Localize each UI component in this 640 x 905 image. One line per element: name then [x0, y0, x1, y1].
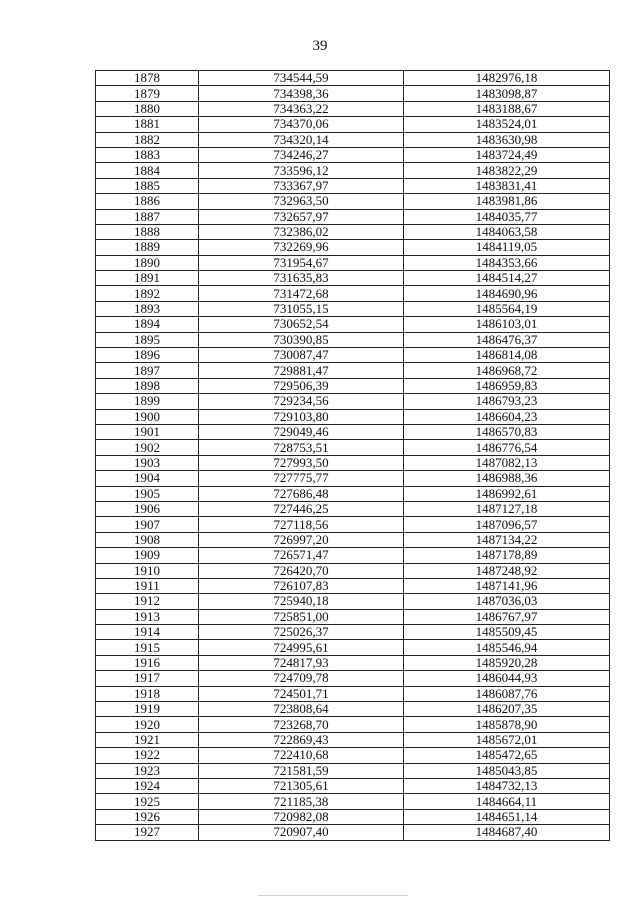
table-row [96, 532, 610, 547]
y-coordinate-cell: 1483630,98 [404, 132, 610, 147]
y-coordinate-cell: 1484353,66 [404, 255, 610, 270]
table-row [96, 348, 610, 363]
x-coordinate-cell: 728753,51 [199, 440, 404, 455]
x-coordinate-cell: 727446,25 [199, 501, 404, 516]
point-number-cell: 1909 [96, 548, 199, 563]
y-coordinate-cell: 1486103,01 [404, 317, 610, 332]
table-row [96, 825, 610, 840]
point-number-cell: 1880 [96, 101, 199, 116]
point-number-cell: 1902 [96, 440, 199, 455]
point-number-cell: 1897 [96, 363, 199, 378]
point-number-cell: 1913 [96, 609, 199, 624]
point-number-cell: 1904 [96, 471, 199, 486]
table-row [96, 702, 610, 717]
y-coordinate-cell: 1484063,58 [404, 224, 610, 239]
y-coordinate-cell: 1486988,36 [404, 471, 610, 486]
y-coordinate-cell: 1486767,97 [404, 609, 610, 624]
x-coordinate-cell: 731472,68 [199, 286, 404, 301]
table-row [96, 732, 610, 747]
x-coordinate-cell: 722869,43 [199, 732, 404, 747]
table-row [96, 563, 610, 578]
table-row [96, 132, 610, 147]
x-coordinate-cell: 727775,77 [199, 471, 404, 486]
table-row [96, 332, 610, 347]
table-row [96, 224, 610, 239]
x-coordinate-cell: 734363,22 [199, 101, 404, 116]
point-number-cell: 1923 [96, 763, 199, 778]
y-coordinate-cell: 1485472,65 [404, 748, 610, 763]
table-row [96, 748, 610, 763]
x-coordinate-cell: 725940,18 [199, 594, 404, 609]
point-number-cell: 1924 [96, 778, 199, 793]
point-number-cell: 1901 [96, 424, 199, 439]
point-number-cell: 1879 [96, 86, 199, 101]
point-number-cell: 1883 [96, 147, 199, 162]
table-row [96, 178, 610, 193]
x-coordinate-cell: 731055,15 [199, 301, 404, 316]
y-coordinate-cell: 1483981,86 [404, 194, 610, 209]
point-number-cell: 1918 [96, 686, 199, 701]
y-coordinate-cell: 1485546,94 [404, 640, 610, 655]
table-row [96, 147, 610, 162]
table-row [96, 548, 610, 563]
point-number-cell: 1903 [96, 455, 199, 470]
table-row [96, 194, 610, 209]
x-coordinate-cell: 724995,61 [199, 640, 404, 655]
x-coordinate-cell: 727118,56 [199, 517, 404, 532]
x-coordinate-cell: 733596,12 [199, 163, 404, 178]
x-coordinate-cell: 726420,70 [199, 563, 404, 578]
y-coordinate-cell: 1483188,67 [404, 101, 610, 116]
table-row [96, 625, 610, 640]
x-coordinate-cell: 726997,20 [199, 532, 404, 547]
point-number-cell: 1893 [96, 301, 199, 316]
table-row [96, 163, 610, 178]
x-coordinate-cell: 722410,68 [199, 748, 404, 763]
x-coordinate-cell: 725851,00 [199, 609, 404, 624]
y-coordinate-cell: 1486476,37 [404, 332, 610, 347]
y-coordinate-cell: 1486959,83 [404, 378, 610, 393]
table-row [96, 255, 610, 270]
point-number-cell: 1919 [96, 702, 199, 717]
point-number-cell: 1892 [96, 286, 199, 301]
y-coordinate-cell: 1486087,76 [404, 686, 610, 701]
y-coordinate-cell: 1486044,93 [404, 671, 610, 686]
x-coordinate-cell: 723808,64 [199, 702, 404, 717]
y-coordinate-cell: 1485043,85 [404, 763, 610, 778]
table-row [96, 301, 610, 316]
point-number-cell: 1890 [96, 255, 199, 270]
point-number-cell: 1927 [96, 825, 199, 840]
table-row [96, 763, 610, 778]
point-number-cell: 1911 [96, 578, 199, 593]
table-row [96, 471, 610, 486]
y-coordinate-cell: 1487082,13 [404, 455, 610, 470]
point-number-cell: 1910 [96, 563, 199, 578]
table-row [96, 378, 610, 393]
x-coordinate-cell: 730390,85 [199, 332, 404, 347]
point-number-cell: 1894 [96, 317, 199, 332]
table-row [96, 655, 610, 670]
x-coordinate-cell: 721305,61 [199, 778, 404, 793]
x-coordinate-cell: 724817,93 [199, 655, 404, 670]
table-row [96, 809, 610, 824]
coordinates-table-body [96, 71, 610, 841]
point-number-cell: 1898 [96, 378, 199, 393]
x-coordinate-cell: 731635,83 [199, 271, 404, 286]
table-row [96, 317, 610, 332]
y-coordinate-cell: 1487096,57 [404, 517, 610, 532]
point-number-cell: 1878 [96, 71, 199, 86]
point-number-cell: 1920 [96, 717, 199, 732]
x-coordinate-cell: 726571,47 [199, 548, 404, 563]
x-coordinate-cell: 729049,46 [199, 424, 404, 439]
y-coordinate-cell: 1483822,29 [404, 163, 610, 178]
y-coordinate-cell: 1484664,11 [404, 794, 610, 809]
y-coordinate-cell: 1484035,77 [404, 209, 610, 224]
x-coordinate-cell: 724501,71 [199, 686, 404, 701]
y-coordinate-cell: 1483524,01 [404, 117, 610, 132]
table-row [96, 517, 610, 532]
point-number-cell: 1908 [96, 532, 199, 547]
point-number-cell: 1888 [96, 224, 199, 239]
table-row [96, 578, 610, 593]
y-coordinate-cell: 1487036,03 [404, 594, 610, 609]
table-row [96, 286, 610, 301]
y-coordinate-cell: 1486207,35 [404, 702, 610, 717]
x-coordinate-cell: 721185,38 [199, 794, 404, 809]
point-number-cell: 1885 [96, 178, 199, 193]
point-number-cell: 1881 [96, 117, 199, 132]
table-row [96, 501, 610, 516]
point-number-cell: 1912 [96, 594, 199, 609]
point-number-cell: 1882 [96, 132, 199, 147]
y-coordinate-cell: 1486814,08 [404, 348, 610, 363]
y-coordinate-cell: 1486992,61 [404, 486, 610, 501]
point-number-cell: 1889 [96, 240, 199, 255]
x-coordinate-cell: 731954,67 [199, 255, 404, 270]
point-number-cell: 1895 [96, 332, 199, 347]
page-number: 39 [312, 38, 328, 54]
x-coordinate-cell: 732386,02 [199, 224, 404, 239]
x-coordinate-cell: 729881,47 [199, 363, 404, 378]
y-coordinate-cell: 1487178,89 [404, 548, 610, 563]
point-number-cell: 1905 [96, 486, 199, 501]
point-number-cell: 1914 [96, 625, 199, 640]
table-row [96, 363, 610, 378]
table-row [96, 686, 610, 701]
table-row [96, 86, 610, 101]
table-row [96, 271, 610, 286]
point-number-cell: 1907 [96, 517, 199, 532]
x-coordinate-cell: 725026,37 [199, 625, 404, 640]
table-row [96, 101, 610, 116]
y-coordinate-cell: 1483831,41 [404, 178, 610, 193]
table-row [96, 486, 610, 501]
table-row [96, 717, 610, 732]
point-number-cell: 1886 [96, 194, 199, 209]
y-coordinate-cell: 1486776,54 [404, 440, 610, 455]
table-row [96, 455, 610, 470]
y-coordinate-cell: 1486793,23 [404, 394, 610, 409]
y-coordinate-cell: 1487248,92 [404, 563, 610, 578]
y-coordinate-cell: 1484690,96 [404, 286, 610, 301]
y-coordinate-cell: 1484732,13 [404, 778, 610, 793]
y-coordinate-cell: 1483098,87 [404, 86, 610, 101]
y-coordinate-cell: 1484687,40 [404, 825, 610, 840]
point-number-cell: 1896 [96, 348, 199, 363]
y-coordinate-cell: 1484651,14 [404, 809, 610, 824]
table-row [96, 640, 610, 655]
x-coordinate-cell: 732269,96 [199, 240, 404, 255]
point-number-cell: 1900 [96, 409, 199, 424]
x-coordinate-cell: 726107,83 [199, 578, 404, 593]
y-coordinate-cell: 1486570,83 [404, 424, 610, 439]
x-coordinate-cell: 734246,27 [199, 147, 404, 162]
x-coordinate-cell: 732963,50 [199, 194, 404, 209]
point-number-cell: 1915 [96, 640, 199, 655]
x-coordinate-cell: 720982,08 [199, 809, 404, 824]
point-number-cell: 1899 [96, 394, 199, 409]
y-coordinate-cell: 1485672,01 [404, 732, 610, 747]
y-coordinate-cell: 1485509,45 [404, 625, 610, 640]
x-coordinate-cell: 723268,70 [199, 717, 404, 732]
y-coordinate-cell: 1483724,49 [404, 147, 610, 162]
x-coordinate-cell: 734398,36 [199, 86, 404, 101]
table-row [96, 424, 610, 439]
point-number-cell: 1926 [96, 809, 199, 824]
y-coordinate-cell: 1484119,05 [404, 240, 610, 255]
y-coordinate-cell: 1486968,72 [404, 363, 610, 378]
y-coordinate-cell: 1487134,22 [404, 532, 610, 547]
x-coordinate-cell: 721581,59 [199, 763, 404, 778]
point-number-cell: 1891 [96, 271, 199, 286]
table-row [96, 778, 610, 793]
y-coordinate-cell: 1486604,23 [404, 409, 610, 424]
y-coordinate-cell: 1484514,27 [404, 271, 610, 286]
y-coordinate-cell: 1485920,28 [404, 655, 610, 670]
point-number-cell: 1922 [96, 748, 199, 763]
y-coordinate-cell: 1485564,19 [404, 301, 610, 316]
table-row [96, 240, 610, 255]
x-coordinate-cell: 720907,40 [199, 825, 404, 840]
table-row [96, 440, 610, 455]
y-coordinate-cell: 1487127,18 [404, 501, 610, 516]
x-coordinate-cell: 730652,54 [199, 317, 404, 332]
x-coordinate-cell: 734370,06 [199, 117, 404, 132]
x-coordinate-cell: 727686,48 [199, 486, 404, 501]
point-number-cell: 1917 [96, 671, 199, 686]
table-row [96, 671, 610, 686]
table-row [96, 409, 610, 424]
point-number-cell: 1887 [96, 209, 199, 224]
table-row [96, 609, 610, 624]
x-coordinate-cell: 724709,78 [199, 671, 404, 686]
table-row [96, 594, 610, 609]
table-row [96, 394, 610, 409]
point-number-cell: 1906 [96, 501, 199, 516]
coordinates-table [95, 70, 610, 841]
table-row [96, 71, 610, 86]
table-row [96, 794, 610, 809]
y-coordinate-cell: 1487141,96 [404, 578, 610, 593]
point-number-cell: 1921 [96, 732, 199, 747]
x-coordinate-cell: 732657,97 [199, 209, 404, 224]
x-coordinate-cell: 734544,59 [199, 71, 404, 86]
x-coordinate-cell: 729506,39 [199, 378, 404, 393]
x-coordinate-cell: 730087,47 [199, 348, 404, 363]
point-number-cell: 1925 [96, 794, 199, 809]
x-coordinate-cell: 734320,14 [199, 132, 404, 147]
table-row [96, 209, 610, 224]
y-coordinate-cell: 1485878,90 [404, 717, 610, 732]
x-coordinate-cell: 729234,56 [199, 394, 404, 409]
footer-divider [258, 895, 408, 896]
table-row [96, 117, 610, 132]
x-coordinate-cell: 733367,97 [199, 178, 404, 193]
x-coordinate-cell: 727993,50 [199, 455, 404, 470]
x-coordinate-cell: 729103,80 [199, 409, 404, 424]
point-number-cell: 1884 [96, 163, 199, 178]
y-coordinate-cell: 1482976,18 [404, 71, 610, 86]
point-number-cell: 1916 [96, 655, 199, 670]
